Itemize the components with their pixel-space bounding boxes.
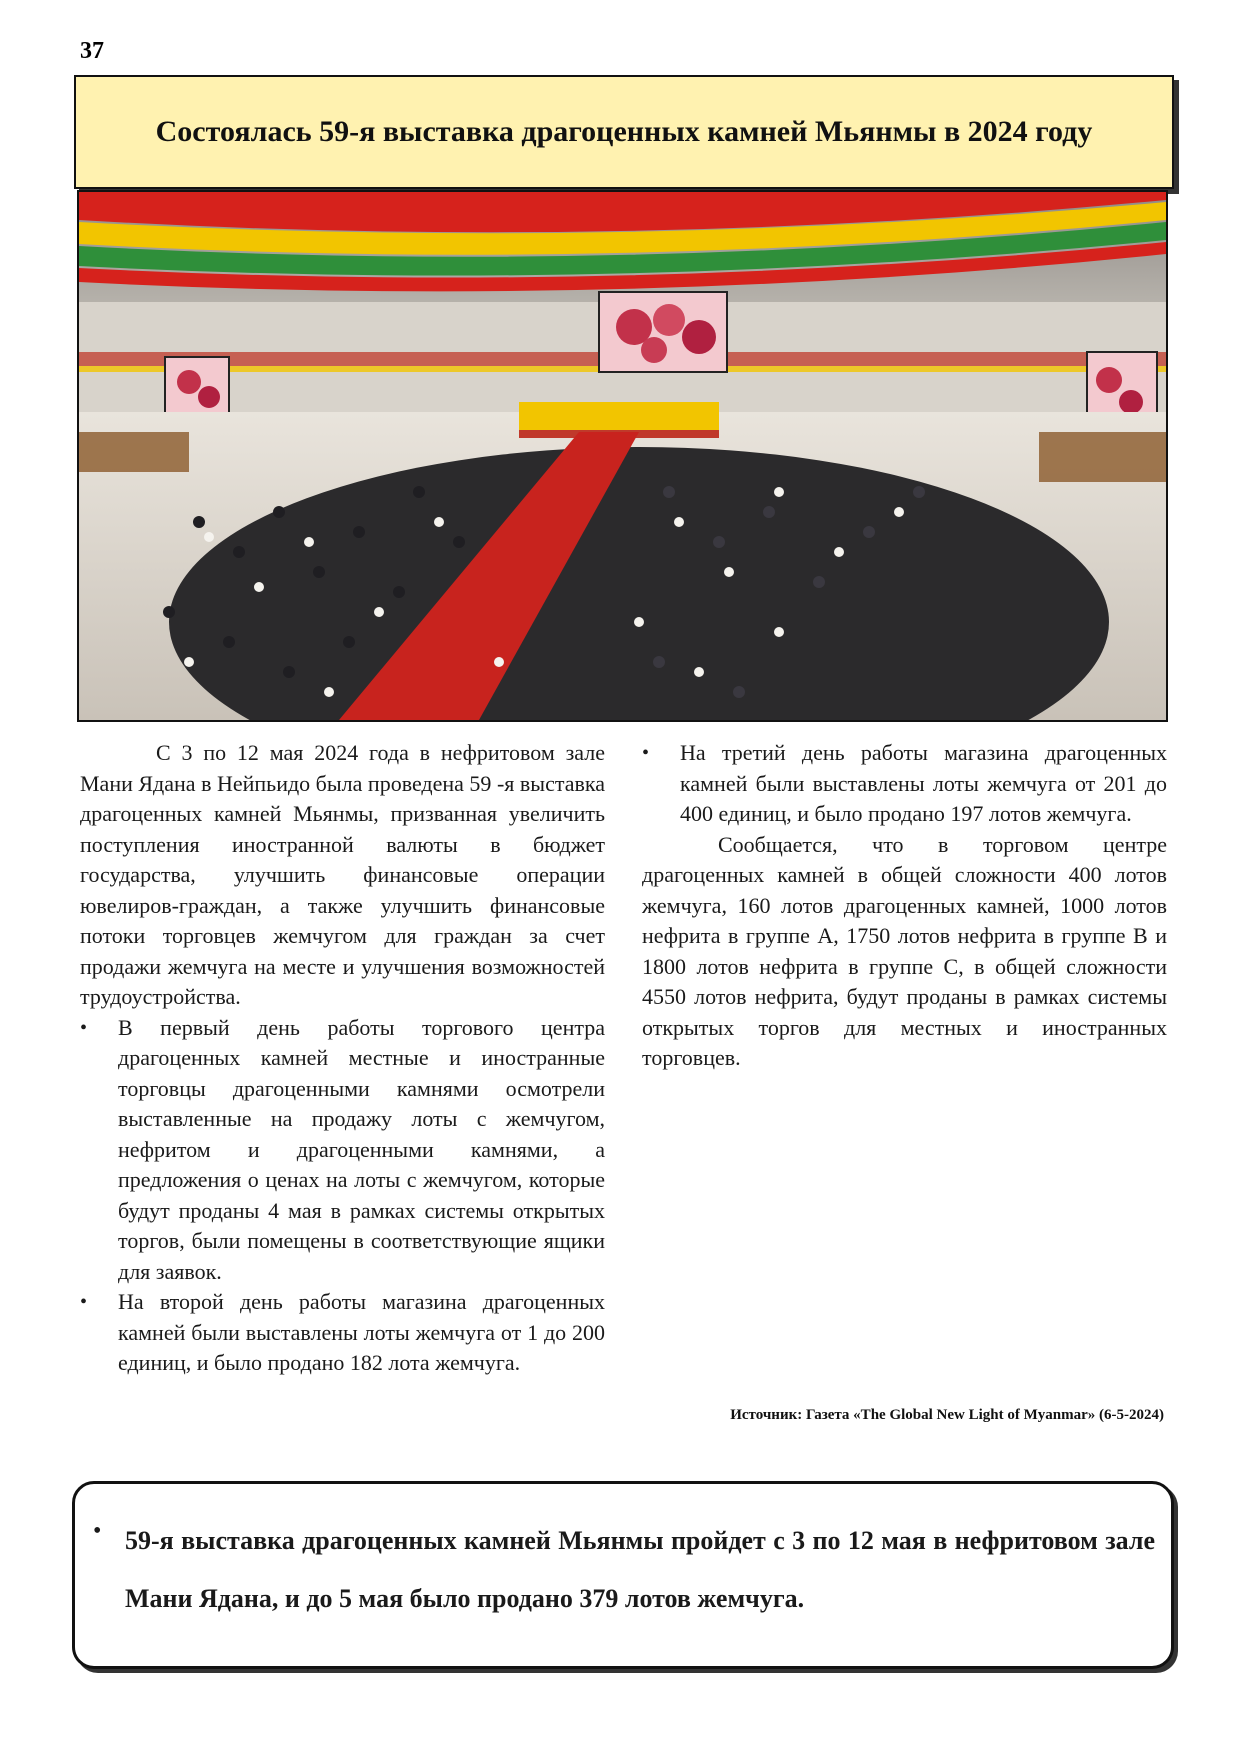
bullet-icon: • bbox=[642, 742, 650, 764]
summary-text: 59-я выставка драгоценных камней Мьянмы пройдет с 3 по 12 мая в нефритовом зале Мани Ядана, и до 5 мая было продано 379 лотов жемчуга. bbox=[125, 1526, 1155, 1613]
list-item-text: На третий день работы магазина драгоценных камней были выставлены лоты жемчуга от 201 до 400 единиц, и было продано 197 лотов жемчуга. bbox=[680, 740, 1167, 826]
list-item bbox=[80, 1013, 605, 1288]
right-column bbox=[642, 738, 1167, 1074]
list-item-text: На второй день работы магазина драгоценных камней были выставлены лоты жемчуга от 1 до 200 единиц, и было продано 182 лота жемчуга. bbox=[118, 1289, 605, 1375]
summary-box bbox=[72, 1481, 1174, 1669]
list-item bbox=[80, 1287, 605, 1379]
source-credit: Источник: Газета «The Global New Light of Myanmar» (6-5-2024) bbox=[730, 1407, 1164, 1423]
intro-paragraph: С 3 по 12 мая 2024 года в нефритовом зале Мани Ядана в Нейпьидо была проведена 59 -я выставка драгоценных камней Мьянмы, призванная увеличить поступления иностранной валюты в бюджет государства, улучшить финансовые операции ювелиров-граждан, а также улучшить финансовые потоки торговцев жемчугом для граждан за счет продажи жемчуга на месте и улучшения возможностей трудоустройства. bbox=[80, 740, 605, 1009]
bullet-icon: • bbox=[93, 1518, 102, 1544]
exhibition-hall-photo bbox=[77, 190, 1168, 722]
bullet-icon: • bbox=[80, 1291, 88, 1313]
left-counters bbox=[79, 432, 189, 472]
article-title: Состоялась 59-я выставка драгоценных камней Мьянмы в 2024 году bbox=[155, 115, 1093, 148]
stage bbox=[519, 402, 719, 432]
totals-paragraph: Сообщается, что в торговом центре драгоценных камней в общей сложности 400 лотов жемчуга, 160 лотов драгоценных камней, 1000 лотов нефрита в группе A, 1750 лотов нефрита в группе B и 1800 лотов нефрита в группе C, в общей сложности 4550 лотов нефрита, будут проданы в рамках системы открытых торгов для местных и иностранных торговцев. bbox=[642, 831, 1167, 1070]
photo-illustration bbox=[79, 192, 1166, 720]
page-number: 37 bbox=[80, 38, 104, 64]
right-counters bbox=[1039, 432, 1166, 482]
bullet-icon: • bbox=[80, 1016, 88, 1039]
left-bullet-list bbox=[80, 1013, 605, 1379]
right-bullet-list bbox=[642, 738, 1167, 830]
title-banner bbox=[74, 75, 1174, 189]
list-item-text: В первый день работы торгового центра драгоценных камней местные и иностранные торговцы драгоценными камнями осмотрели выставленные на продажу лоты с жемчугом, нефритом и драгоценными камнями, а предложения о ценах на лоты с жемчугом, которые будут проданы 4 мая в рамках системы открытых торгов, были помещены в соответствующие ящики для заявок. bbox=[118, 1014, 605, 1284]
list-item bbox=[642, 738, 1167, 830]
left-column bbox=[80, 738, 605, 1379]
